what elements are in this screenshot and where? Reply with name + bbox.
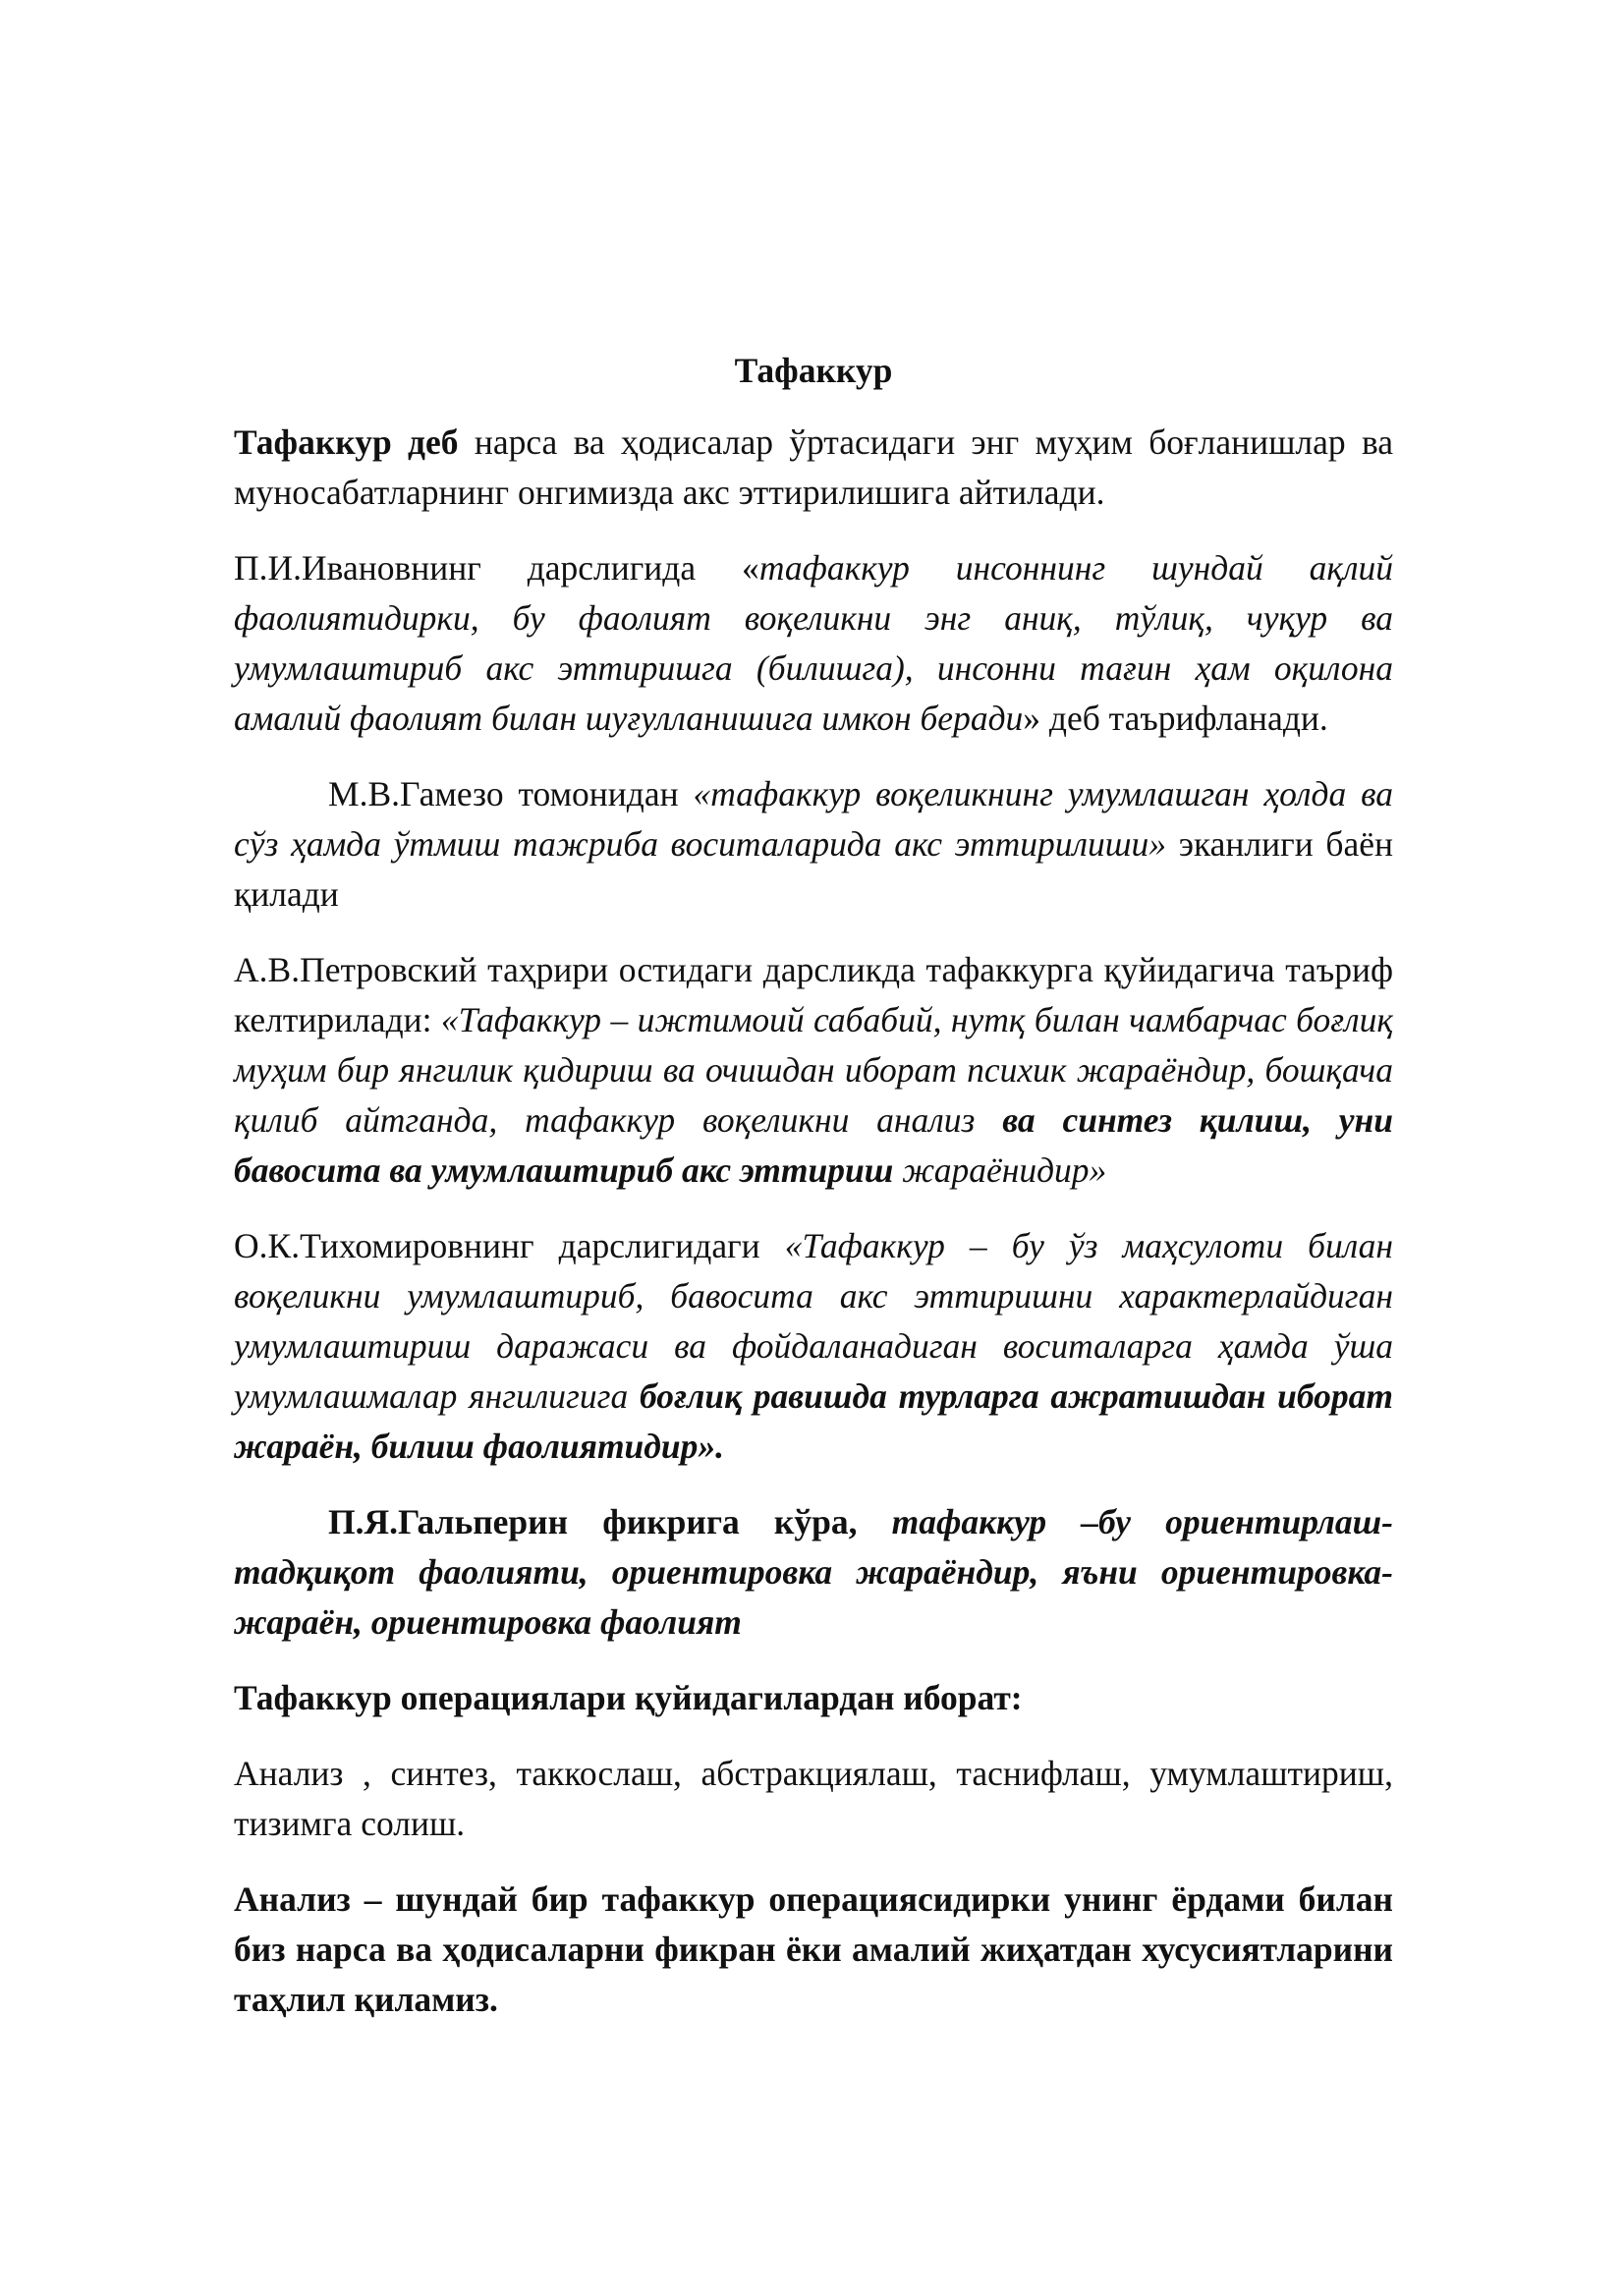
gamezo-quote: «тафаккур воқеликнинг умумлашган ҳолда ва сўз ҳамда ўтмиш тажриба воситаларида акс эттирилиши» <box>234 774 1393 864</box>
operations-heading: Тафаккур операциялари қуйидагилардан иборат: <box>234 1678 1023 1717</box>
paragraph-tikhomirov <box>234 1221 1393 1472</box>
paragraph-ivanov <box>234 543 1393 744</box>
galperin-quote: тафаккур –бу ориентирлаш-тадқиқот фаолияти, ориентировка жараёндир, яъни ориентировка-жараён, ориентировка фаолият <box>234 1502 1393 1642</box>
paragraph-gamezo <box>234 769 1393 920</box>
ivanov-post: » деб таърифланади. <box>1023 699 1328 738</box>
petrovsky-quote: «Тафаккур – ижтимоий сабабий, нутқ билан чамбарчас боғлиқ муҳим бир янгилик қидириш ва очишдан иборат психик жараёндир, бошқача қилиб айтганда, тафаккур воқеликни анализ <box>234 1000 1393 1140</box>
paragraph-definition <box>234 418 1393 518</box>
tikhomirov-bold: боғлиқ равишда турларга ажратишдан иборат жараён, билиш фаолиятидир». <box>234 1376 1394 1466</box>
gamezo-pre: М.В.Гамезо томонидан <box>328 774 694 813</box>
petrovsky-end: жараёнидир» <box>893 1150 1107 1190</box>
operations-list: Анализ , синтез, таккослаш, абстракциялаш, таснифлаш, умумлаштириш, тизимга солиш. <box>234 1754 1393 1843</box>
tikhomirov-pre: О.К.Тихомировнинг дарслигидаги <box>234 1226 785 1265</box>
ivanov-pre: П.И.Ивановнинг дарслигида « <box>234 548 759 588</box>
paragraph-petrovsky <box>234 945 1393 1196</box>
analysis-definition: Анализ – шундай бир тафаккур операциясидирки унинг ёрдами билан биз нарса ва ҳодисаларни фикран ёки амалий жиҳатдан хусусиятларини таҳлил қиламиз. <box>234 1879 1393 2019</box>
page-title: Тафаккур <box>734 351 893 390</box>
definition-lead: Тафаккур деб <box>234 422 459 462</box>
ivanov-quote: тафаккур инсоннинг шундай ақлий фаолиятидирки, бу фаолият воқеликни энг аниқ, тўлиқ, чуқур ва умумлаштириб акс эттиришга (билишга), инсонни тағин ҳам оқилона амалий фаолият билан шуғулланишига имкон беради <box>234 548 1393 738</box>
petrovsky-pre: А.В.Петровский таҳрири остидаги дарсликда тафаккурга қуйидагича таъриф келтирилади: <box>234 950 1393 1039</box>
gamezo-post: эканлиги баён қилади <box>234 824 1393 914</box>
definition-text: нарса ва ҳодисалар ўртасидаги энг муҳим боғланишлар ва муносабатларнинг онгимизда акс эттирилишига айтилади. <box>234 422 1393 512</box>
paragraph-galperin <box>234 1497 1393 1648</box>
petrovsky-bold: ва синтез қилиш, уни бавосита ва умумлаштириб акс эттириш <box>234 1100 1394 1190</box>
document-page <box>234 346 1393 2050</box>
galperin-lead: П.Я.Гальперин фикрига кўра, <box>328 1502 892 1541</box>
tikhomirov-quote: «Тафаккур – бу ўз маҳсулоти билан воқеликни умумлаштириб, бавосита акс эттиришни характерлайдиган умумлаштириш даражаси ва фойдаланадиган воситаларга ҳамда ўша умумлашмалар янгилигига <box>234 1226 1393 1416</box>
